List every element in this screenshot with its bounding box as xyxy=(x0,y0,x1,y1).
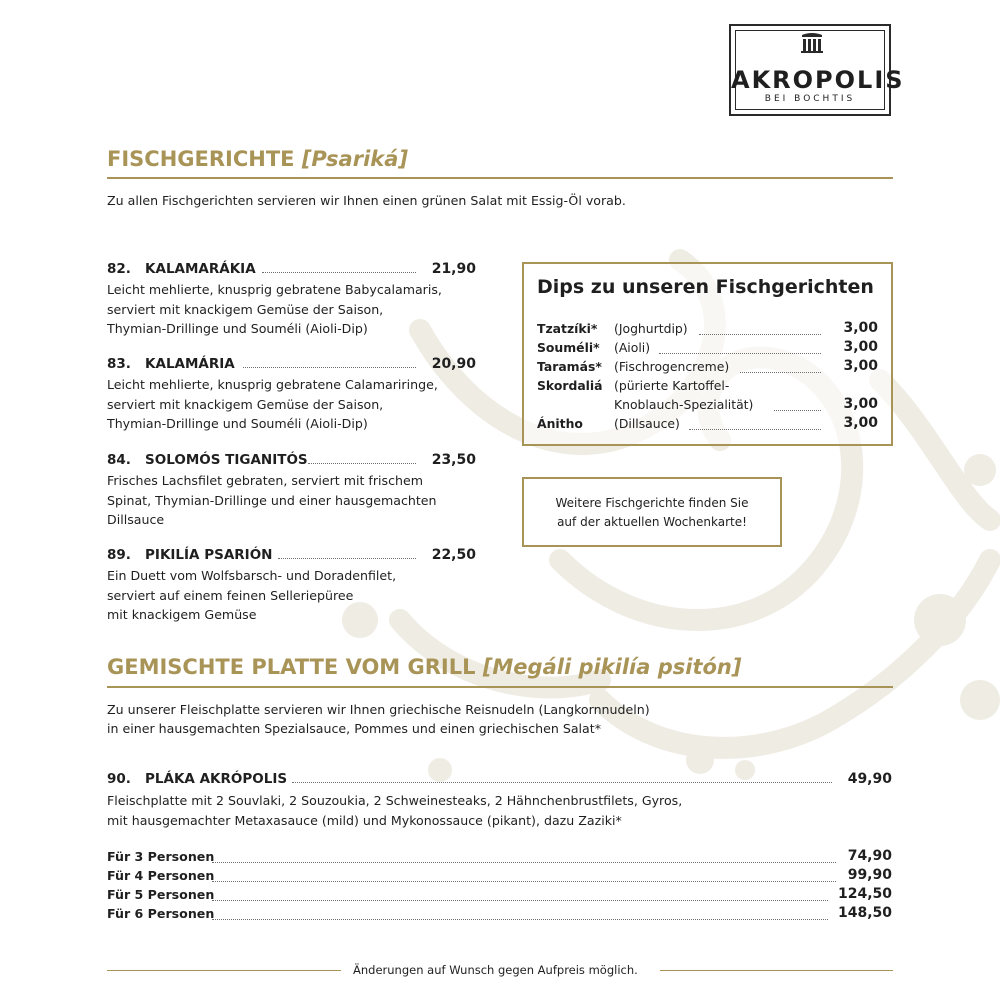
weekly-note-line: auf der aktuellen Wochenkarte! xyxy=(557,515,747,529)
dot-leader xyxy=(689,429,821,430)
dish-83-title xyxy=(107,356,235,372)
dish-84-description: Frisches Lachsfilet gebraten, serviert mit frischem Spinat, Thymian-Drillinge und einer hausgemachten Dillsauce xyxy=(107,473,437,527)
dish-number: 89. xyxy=(107,547,131,563)
dips-box xyxy=(522,262,893,446)
weekly-note-line: Weitere Fischgerichte finden Sie xyxy=(555,496,749,510)
footer-rule-left xyxy=(107,970,341,971)
dish-name: KALAMARÁKIA xyxy=(145,261,256,277)
dish-84-title xyxy=(107,452,308,468)
dip-description: (Joghurtdip) xyxy=(614,321,688,336)
fish-heading-rule xyxy=(107,177,893,179)
dish-name: SOLOMÓS TIGANITÓS xyxy=(145,452,308,468)
dot-leader xyxy=(212,862,836,863)
dish-90-price: 49,90 xyxy=(847,771,892,787)
dip-description: (Dillsauce) xyxy=(614,416,680,431)
dip-price: 3,00 xyxy=(843,415,878,431)
dish-number: 83. xyxy=(107,356,131,372)
dish-number: 84. xyxy=(107,452,131,468)
dot-leader xyxy=(659,353,821,354)
dot-leader xyxy=(308,463,416,464)
logo xyxy=(729,24,905,116)
dish-name: PLÁKA AKRÓPOLIS xyxy=(145,771,288,787)
dish-89-price: 22,50 xyxy=(431,547,476,563)
dip-price: 3,00 xyxy=(843,339,878,355)
footer-rule-right xyxy=(660,970,893,971)
fish-heading-title: FISCHGERICHTE xyxy=(107,147,295,171)
dip-price: 3,00 xyxy=(843,396,878,412)
dish-90-title xyxy=(107,771,287,787)
persons-price: 74,90 xyxy=(847,848,892,864)
dip-name: Tzatzíki* xyxy=(537,321,598,336)
dish-89-title xyxy=(107,547,272,563)
grill-heading-title: GEMISCHTE PLATTE VOM GRILL xyxy=(107,655,476,679)
dot-leader xyxy=(212,919,828,920)
dish-82-title xyxy=(107,261,256,277)
dot-leader xyxy=(292,782,832,783)
fish-heading xyxy=(107,147,408,171)
dip-name: Taramás* xyxy=(537,359,602,374)
brand-name: AKROPOLIS xyxy=(731,66,905,94)
dish-84-price: 23,50 xyxy=(431,452,476,468)
dish-name: PIKILÍA PSARIÓN xyxy=(145,547,273,563)
dip-name: Skordaliá xyxy=(537,378,603,393)
persons-price: 148,50 xyxy=(837,905,892,921)
dip-price: 3,00 xyxy=(843,358,878,374)
dish-82-price: 21,90 xyxy=(431,261,476,277)
dot-leader xyxy=(740,372,821,373)
brand-subtitle: BEI BOCHTIS xyxy=(764,94,856,104)
persons-label: Für 3 Personen xyxy=(107,849,215,864)
dish-83-price: 20,90 xyxy=(431,356,476,372)
persons-price: 124,50 xyxy=(837,886,892,902)
footer-note: Änderungen auf Wunsch gegen Aufpreis möglich. xyxy=(353,963,638,977)
dish-82-description: Leicht mehlierte, knusprig gebratene Babycalamaris, serviert mit knackigem Gemüse der Saison, Thymian-Drillinge und Souméli (Aioli-Dip) xyxy=(107,282,442,336)
persons-label: Für 5 Personen xyxy=(107,887,215,902)
dip-price: 3,00 xyxy=(843,320,878,336)
dip-name: Souméli* xyxy=(537,340,600,355)
dish-90-description: Fleischplatte mit 2 Souvlaki, 2 Souzoukia, 2 Schweinesteaks, 2 Hähnchenbrustfilets, Gyros, mit hausgemachter Metaxasauce (mild) und Mykonossauce (pikant), dazu Zaziki* xyxy=(107,793,683,828)
dot-leader xyxy=(212,900,828,901)
fish-heading-greek: [Psariká] xyxy=(301,147,409,171)
persons-label: Für 4 Personen xyxy=(107,868,215,883)
dip-description: (pürierte Kartoffel- xyxy=(614,378,730,393)
dot-leader xyxy=(262,272,416,273)
dip-description: (Aioli) xyxy=(614,340,651,355)
dish-number: 82. xyxy=(107,261,131,277)
persons-label: Für 6 Personen xyxy=(107,906,215,921)
dish-number: 90. xyxy=(107,771,131,787)
dot-leader xyxy=(699,334,821,335)
dot-leader xyxy=(278,558,416,559)
grill-intro: Zu unserer Fleischplatte servieren wir Ihnen griechische Reisnudeln (Langkornnudeln) in einer hausgemachten Spezialsauce, Pommes und einen griechischen Salat* xyxy=(107,702,650,736)
dips-title: Dips zu unseren Fischgerichten xyxy=(537,276,874,298)
grill-heading-greek: [Megáli pikilía psitón] xyxy=(482,655,742,679)
dip-description-continued: Knoblauch-Spezialität) xyxy=(614,397,754,412)
dot-leader xyxy=(212,881,836,882)
dot-leader xyxy=(774,410,821,411)
grill-heading-rule xyxy=(107,686,893,688)
persons-price: 99,90 xyxy=(847,867,892,883)
dot-leader xyxy=(243,367,416,368)
fish-intro: Zu allen Fischgerichten servieren wir Ihnen einen grünen Salat mit Essig-Öl vorab. xyxy=(107,193,626,208)
dish-name: KALAMÁRIA xyxy=(145,356,235,372)
dish-83-description: Leicht mehlierte, knusprig gebratene Calamariringe, serviert mit knackigem Gemüse der Saison, Thymian-Drillinge und Souméli (Aioli-Dip) xyxy=(107,377,438,431)
dish-89-description: Ein Duett vom Wolfsbarsch- und Doradenfilet, serviert auf einem feinen Selleriepüree mit knackigem Gemüse xyxy=(107,568,397,622)
weekly-card-note xyxy=(522,477,782,547)
dip-description: (Fischrogencreme) xyxy=(614,359,730,374)
grill-heading xyxy=(107,655,741,679)
column-icon xyxy=(800,32,824,54)
dip-name: Ánitho xyxy=(537,416,583,431)
